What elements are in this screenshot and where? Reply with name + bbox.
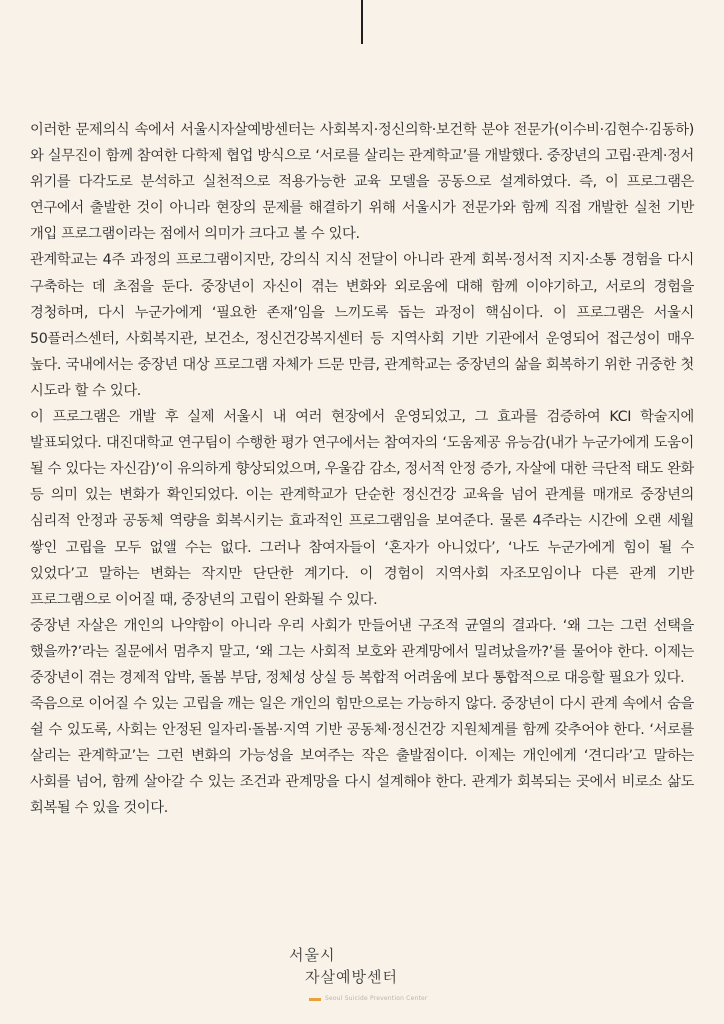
top-divider-line [361,0,363,44]
center-logo [283,944,443,1008]
paragraph-5: 죽음으로 이어질 수 있는 고립을 깨는 일은 개인의 힘만으로는 가능하지 않다. 중장년이 다시 관계 속에서 숨을 쉴 수 있도록, 사회는 안정된 일자리·돌봄·지역 기반 공동체·정신건강 지원체계를 함께 갖추어야 한다. ‘서로를 살리는 관계학교’는 그런 변화의 가능성을 보여주는 작은 출발점이다. 이제는 개인에게 ‘견디라’고 말하는 사회를 넘어, 함께 살아갈 수 있는 조건과 관계망을 다시 설계해야 한다. 관계가 회복되는 곳에서 비로소 삶도 회복될 수 있을 것이다. [30,696,694,817]
paragraph-3: 이 프로그램은 개발 후 실제 서울시 내 여러 현장에서 운영되었고, 그 효과를 검증하여 KCI 학술지에 발표되었다. 대진대학교 연구팀이 수행한 평가 연구에서는 참여자의 ‘도움제공 유능감(내가 누군가에게 도움이 될 수 있다는 자신감)’이 유의하게 향상되었으며, 우울감 감소, 정서적 안정 증가, 자살에 대한 극단적 태도 완화 등 의미 있는 변화가 확인되었다. 이는 관계학교가 단순한 정신건강 교육을 넘어 관계를 매개로 중장년의 심리적 안정과 공동체 역량을 회복시키는 효과적인 프로그램임을 보여준다. 물론 4주라는 시간에 오랜 세월 쌓인 고립을 모두 없앨 수는 없다. 그러나 참여자들이 ‘혼자가 아니었다’, ‘나도 누군가에게 힘이 될 수 있었다’고 말하는 변화는 작지만 단단한 계기다. 이 경험이 지역사회 자조모임이나 다른 관계 기반 프로그램으로 이어질 때, 중장년의 고립이 완화될 수 있다. [30,409,694,608]
article-body [30,117,694,822]
paragraph-4: 중장년 자살은 개인의 나약함이 아니라 우리 사회가 만들어낸 구조적 균열의 결과다. ‘왜 그는 그런 선택을 했을까?’라는 질문에서 멈추지 말고, ‘왜 그는 사회적 보호와 관계망에서 밀려났을까?’를 물어야 한다. 이제는 중장년이 겪는 경제적 압박, 돌봄 부담, 정체성 상실 등 복합적 어려움에 보다 통합적으로 대응할 필요가 있다. [30,617,694,686]
paragraph-1: 이러한 문제의식 속에서 서울시자살예방센터는 사회복지·정신의학·보건학 분야 전문가(이수비·김현수·김동하)와 실무진이 함께 참여한 다학제 협업 방식으로 ‘서로를 살리는 관계학교’를 개발했다. 중장년의 고립·관계·정서 위기를 다각도로 분석하고 실천적으로 적용가능한 교육 모델을 공동으로 설계하였다. 즉, 이 프로그램은 연구에서 출발한 것이 아니라 현장의 문제를 해결하기 위해 서울시가 전문가와 함께 직접 개발한 실천 기반 개입 프로그램이라는 점에서 의미가 크다고 볼 수 있다. [30,122,694,243]
logo-subtitle: Seoul Suicide Prevention Center [325,995,428,1002]
logo-line-center: 자살예방센터 [305,968,398,986]
logo-accent-bar [309,998,321,1001]
logo-line-seoul: 서울시 [289,946,336,964]
paragraph-2: 관계학교는 4주 과정의 프로그램이지만, 강의식 지식 전달이 아니라 관계 회복·정서적 지지·소통 경험을 다시 구축하는 데 초점을 둔다. 중장년이 자신이 겪는 변화와 외로움에 대해 함께 이야기하고, 서로의 경험을 경청하며, 다시 누군가에게 ‘필요한 존재’임을 느끼도록 돕는 과정이 핵심이다. 이 프로그램은 서울시 50플러스센터, 사회복지관, 보건소, 정신건강복지센터 등 지역사회 기반 기관에서 운영되어 접근성이 매우 높다. 국내에서는 중장년 대상 프로그램 자체가 드문 만큼, 관계학교는 중장년의 삶을 회복하기 위한 귀중한 첫 시도라 할 수 있다. [30,252,694,399]
